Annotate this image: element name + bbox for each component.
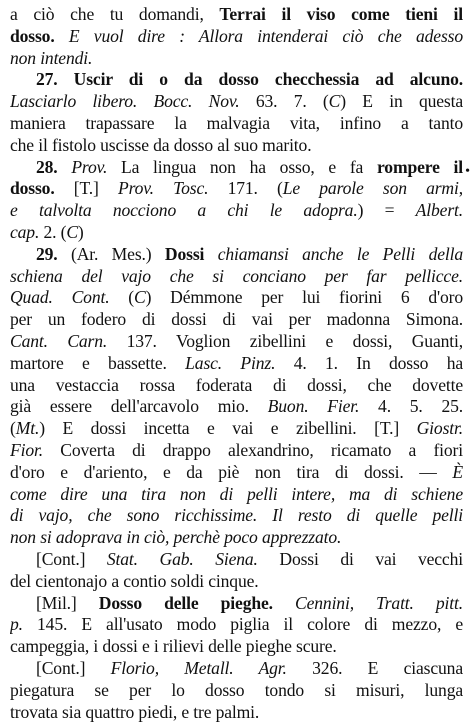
text-line: dosso. E vuol dire : Allora intenderai ciò che adesso — [10, 26, 463, 48]
text-line: di vajo, che sono ricchissime. Il resto di quelle pelli — [10, 505, 463, 527]
text-line: cap. 2. (C) — [10, 222, 463, 244]
text-line: Fior. Coverta di drappo alexandrino, ricamato a fiori — [10, 440, 463, 462]
text-line: del cientonajo a contio soldi cinque. — [10, 571, 463, 593]
text-line: (Mt.) E dossi incetta e vai e zibellini. [T.] Giostr. — [10, 418, 463, 440]
text-line: martore e bassette. Lasc. Pinz. 4. 1. In dosso ha — [10, 353, 463, 375]
dictionary-entry-text — [10, 4, 463, 723]
text-line: come dire una tira non di pelli intere, ma di schiene — [10, 484, 463, 506]
text-line: piegatura se per lo dosso tondo si misuri, lunga — [10, 680, 463, 702]
text-line: non si adoprava in ciò, perchè poco apprezzato. — [10, 527, 463, 549]
text-line: [Cont.] Stat. Gab. Siena. Dossi di vai vecchi — [10, 549, 463, 571]
text-line: a ciò che tu domandi, Terrai il viso come tieni il — [10, 4, 463, 26]
text-line: 28. Prov. La lingua non ha osso, e fa rompere il — [10, 157, 463, 179]
text-line: e talvolta nocciono a chi le adopra.) = Albert. — [10, 200, 463, 222]
text-line: 27. Uscir di o da dosso checchessia ad alcuno. — [10, 69, 463, 91]
text-line: Lasciarlo libero. Bocc. Nov. 63. 7. (C) E in questa — [10, 91, 463, 113]
margin-mark: • — [465, 164, 470, 180]
text-line: non intendi. — [10, 48, 463, 70]
text-line: [Mil.] Dosso delle pieghe. Cennini, Tratt. pitt. — [10, 593, 463, 615]
text-line: maniera trapassare la malvagia vita, infino a tanto — [10, 113, 463, 135]
text-line: Quad. Cont. (C) Démmone per lui fiorini 6 d'oro — [10, 287, 463, 309]
text-line: trovata sia quattro piedi, e tre palmi. — [10, 702, 463, 723]
text-line: schiena del vajo che si conciano per far pellicce. — [10, 266, 463, 288]
text-line: Cant. Carn. 137. Voglion zibellini e dossi, Guanti, — [10, 331, 463, 353]
text-line: dosso. [T.] Prov. Tosc. 171. (Le parole son armi, — [10, 178, 463, 200]
text-line: per un fodero di dossi di vai per madonna Simona. — [10, 309, 463, 331]
text-line: già essere dell'arcavolo mio. Buon. Fier. 4. 5. 25. — [10, 396, 463, 418]
text-line: 29. (Ar. Mes.) Dossi chiamansi anche le Pelli della — [10, 244, 463, 266]
text-line: una vestaccia rossa foderata di dossi, che dovette — [10, 375, 463, 397]
text-line: che il fistolo uscisse da dosso al suo marito. — [10, 135, 463, 157]
text-line: [Cont.] Florio, Metall. Agr. 326. E ciascuna — [10, 658, 463, 680]
text-line: campeggia, i dossi e i rilievi delle pieghe scure. — [10, 636, 463, 658]
text-line: p. 145. E all'usato modo piglia il colore di mezzo, e — [10, 614, 463, 636]
text-line: d'oro e d'ariento, e da piè non tira di dossi. — È — [10, 462, 463, 484]
